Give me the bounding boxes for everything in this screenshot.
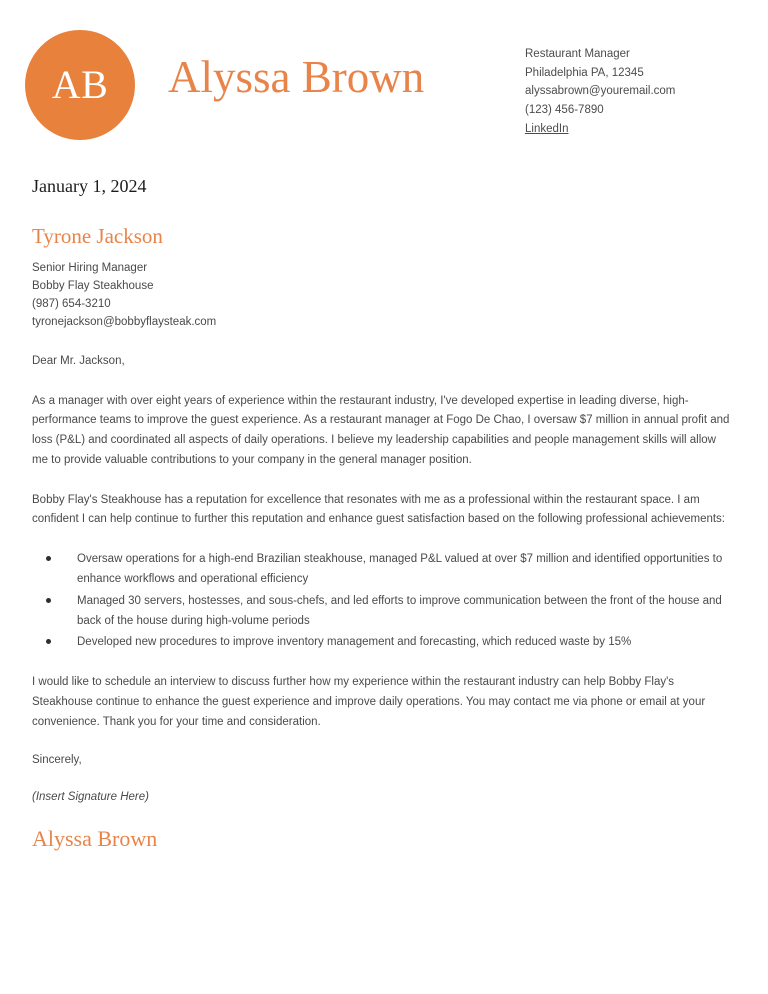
linkedin-link[interactable]: LinkedIn: [525, 122, 569, 135]
recipient-name: Tyrone Jackson: [32, 223, 163, 248]
bullet-icon: [46, 598, 51, 603]
letter-date: January 1, 2024: [32, 176, 147, 196]
list-item: [32, 592, 734, 632]
salutation: Dear Mr. Jackson,: [32, 355, 125, 368]
body-paragraph-2: Bobby Flay's Steakhouse has a reputation for excellence that resonates with me as a professional within the restaurant space. I am confident I can help continue to further this reputation and enhance guest satisfaction based on the following professional achievements:: [32, 493, 726, 526]
recipient-details: [32, 259, 734, 332]
list-item-text: Oversaw operations for a high-end Brazilian steakhouse, managed P&L valued at over $7 million and identified opportunities to enhance workflows and operational efficiency: [77, 553, 723, 586]
body-paragraph-3: I would like to schedule an interview to discuss further how my experience within the restaurant industry can help Bobby Flay's Steakhouse continue to enhance the guest experience and improve daily operations. You may contact me via phone or email at your convenience. Thank you for your time and consideration.: [32, 676, 706, 728]
closing-salutation: Sincerely,: [32, 754, 82, 767]
letter-body: [32, 176, 734, 852]
contact-job-title: Restaurant Manager: [525, 48, 630, 60]
recipient-phone: (987) 654-3210: [32, 298, 111, 311]
list-item-text: Developed new procedures to improve inventory management and forecasting, which reduced waste by 15%: [77, 636, 632, 649]
bullet-icon: [46, 556, 51, 561]
avatar: [25, 30, 135, 140]
body-paragraph-1: As a manager with over eight years of experience within the restaurant industry, I've developed expertise in leading diverse, high-performance teams to improve the guest experience. As a restaurant manager at Fogo De Chao, I oversaw $7 million in annual profit and loss (P&L) and coordinated all aspects of daily operations. I believe my leadership capabilities and people management skills will allow me to provide valuable contributions to your company in the general manager position.: [32, 394, 730, 466]
page-title: Alyssa Brown: [168, 52, 425, 102]
signature-name: Alyssa Brown: [32, 825, 158, 851]
achievements-list: [32, 550, 734, 653]
recipient-job-title: Senior Hiring Manager: [32, 261, 148, 274]
letter-header: [0, 0, 768, 150]
list-item: [32, 550, 734, 590]
signature-placeholder: (Insert Signature Here): [32, 790, 149, 803]
contact-phone: (123) 456-7890: [525, 103, 604, 116]
list-item: [32, 633, 734, 653]
contact-email[interactable]: alyssabrown@youremail.com: [525, 85, 676, 98]
bullet-icon: [46, 639, 51, 644]
avatar-initials: AB: [51, 62, 109, 107]
contact-location: Philadelphia PA, 12345: [525, 66, 644, 79]
contact-info-block: [525, 45, 675, 138]
recipient-company: Bobby Flay Steakhouse: [32, 279, 154, 292]
list-item-text: Managed 30 servers, hostesses, and sous-chefs, and led efforts to improve communication between the front of the house and back of the house during high-volume periods: [77, 594, 722, 627]
recipient-email[interactable]: tyronejackson@bobbyflaysteak.com: [32, 316, 217, 329]
